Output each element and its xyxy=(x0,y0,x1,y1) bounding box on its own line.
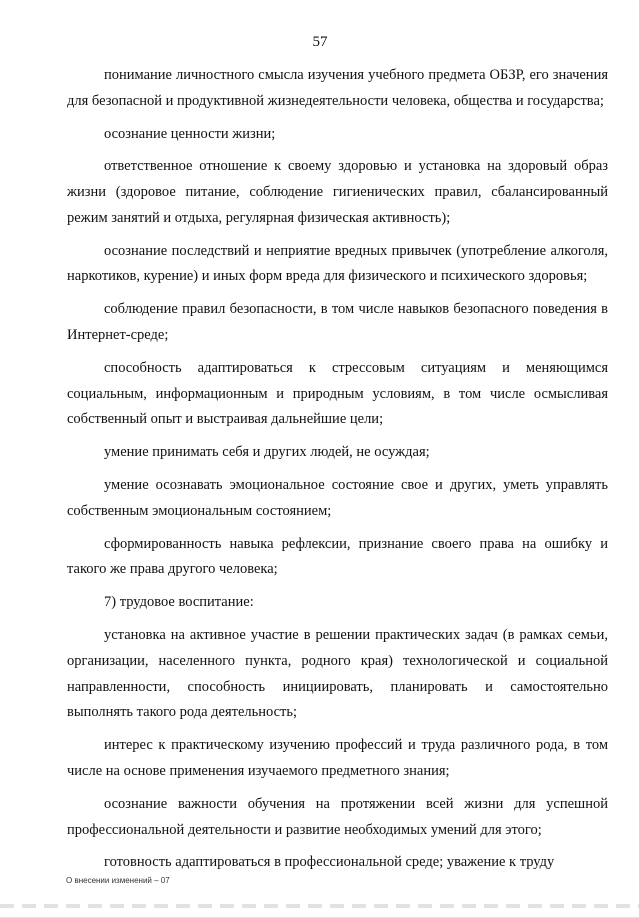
document-body xyxy=(67,63,608,883)
scan-artifact-strip xyxy=(0,904,640,908)
paragraph-emotional-state: умение осознавать эмоциональное состояние свое и других, уметь управлять собственным эмоциональным состоянием; xyxy=(67,477,608,519)
footer-note: О внесении изменений – 07 xyxy=(66,876,170,885)
section-heading-labor-education: 7) трудовое воспитание: xyxy=(104,594,254,611)
paragraph-reflection: сформированность навыка рефлексии, признание своего права на ошибку и такого же права другого человека; xyxy=(67,535,608,578)
paragraph-value-of-life: осознание ценности жизни; xyxy=(104,125,276,142)
paragraph-healthy-lifestyle: ответственное отношение к своему здоровью и установка на здоровый образ жизни (здоровое питание, соблюдение гигиенических правил, сбалансированный режим занятий и отдыха, регулярная физическая активность); xyxy=(67,158,608,226)
paragraph-internet-safety: соблюдение правил безопасности, в том числе навыков безопасного поведения в Интернет-среде; xyxy=(67,301,608,344)
page-number: 57 xyxy=(312,34,328,50)
paragraph-practical-tasks: установка на активное участие в решении практических задач (в рамках семьи, организации, населенного пункта, родного края) технологической и социальной направленности, способность инициировать, планировать и самостоятельно выполнять такого рода деятельность; xyxy=(67,627,608,721)
paragraph-personal-meaning: понимание личностного смысла изучения учебного предмета ОБЗР, его значения для безопасной и продуктивной жизнедеятельности человека, общества и государства; xyxy=(67,67,608,109)
paragraph-accept-others: умение принимать себя и других людей, не осуждая; xyxy=(104,444,430,461)
paragraph-professional-adaptation: готовность адаптироваться в профессиональной среде; уважение к труду xyxy=(104,854,555,871)
paragraph-stress-adaptation: способность адаптироваться к стрессовым ситуациям и меняющимся социальным, информационным и природным условиям, в том числе осмысливая собственный опыт и выстраивая дальнейшие цели; xyxy=(67,359,608,428)
paragraph-bad-habits: осознание последствий и неприятие вредных привычек (употребление алкоголя, наркотиков, курение) и иных форм вреда для физического и психического здоровья; xyxy=(67,242,608,285)
paragraph-professions-interest: интерес к практическому изучению профессий и труда различного рода, в том числе на основе применения изучаемого предметного знания; xyxy=(67,737,608,779)
paragraph-lifelong-learning: осознание важности обучения на протяжении всей жизни для успешной профессиональной деятельности и развитие необходимых умений для этого; xyxy=(67,795,608,838)
